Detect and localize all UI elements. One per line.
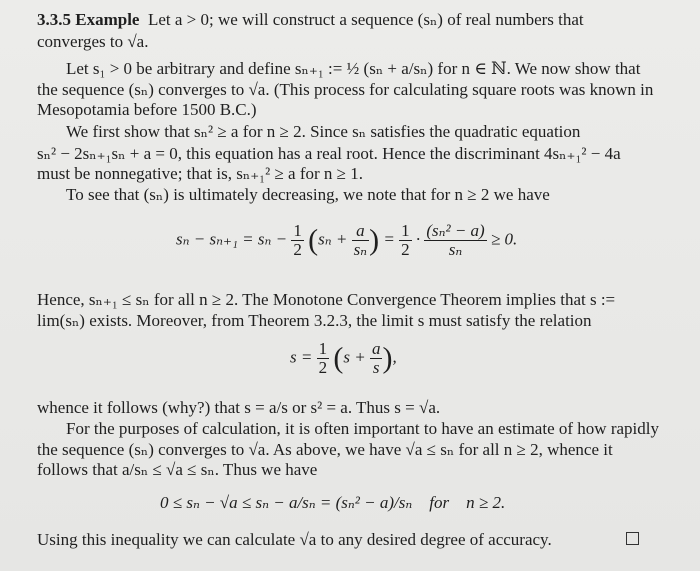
text-line-9: To see that (sₙ) is ultimately decreasing, we note that for n ≥ 2 we have: [66, 185, 550, 204]
eq1-half: $\frac{1}{2}$: [293, 221, 302, 259]
eq2-a-over-s: $\frac{a}{s}$: [371, 339, 381, 377]
eq2-open-paren: (: [333, 341, 344, 375]
end-of-proof-square-icon: [626, 532, 639, 545]
eq1-right-fraction: $\frac{\text{(sₙ² − a)}}{\text{sₙ}}$: [426, 221, 485, 259]
text-line-6: We first show that sₙ² ≥ a for n ≥ 2. Since sₙ satisfies the quadratic equation: [66, 122, 581, 141]
equation-error-bound: 0 ≤ sₙ − √a ≤ sₙ − a/sₙ = (sₙ² − a)/sₙ for n ≥ 2.: [160, 493, 506, 512]
eq1-dot: ·: [415, 229, 421, 249]
eq2-end: ,: [392, 347, 397, 367]
equation-limit: [290, 340, 397, 377]
text-line-7: sₙ² − 2sₙ₊₁sₙ + a = 0, this equation has a real root. Hence the discriminant 4sₙ₊₁² − 4a: [37, 144, 621, 163]
equation-decreasing: [176, 222, 517, 259]
text-line-3: Let s₁ > 0 be arbitrary and define sₙ₊₁ := ½ (sₙ + a/sₙ) for n ∈ ℕ. We now show that: [66, 59, 641, 78]
eq2-inner: s +: [343, 347, 366, 367]
example-first-line: [37, 10, 584, 30]
text-line-16: Using this inequality we can calculate √a to any desired degree of accuracy.: [37, 530, 552, 549]
eq1-close-paren: ): [369, 223, 380, 257]
text-line-10: Hence, sₙ₊₁ ≤ sₙ for all n ≥ 2. The Monotone Convergence Theorem implies that s :=: [37, 290, 616, 309]
eq2-half: $\frac{1}{2}$: [318, 339, 328, 377]
text-line-15: follows that a/sₙ ≤ √a ≤ sₙ. Thus we have: [37, 460, 318, 479]
example-heading: 3.3.5 Example: [37, 10, 140, 29]
text-line-8: must be nonnegative; that is, sₙ₊₁² ≥ a for n ≥ 1.: [37, 164, 363, 183]
text-line-5: Mesopotamia before 1500 B.C.): [37, 100, 257, 119]
text-line-13: For the purposes of calculation, it is often important to have an estimate of how rapidly: [66, 419, 659, 438]
eq2-left: s =: [290, 347, 313, 367]
text-line-11: lim(sₙ) exists. Moreover, from Theorem 3.2.3, the limit s must satisfy the relation: [37, 311, 592, 330]
eq1-open-paren: (: [308, 223, 319, 257]
eq1-a-over-s: $\frac{a}{\text{sₙ}}$: [353, 221, 368, 259]
eq1-inner: sₙ +: [318, 229, 348, 249]
eq2-close-paren: ): [382, 341, 393, 375]
text-line-1: Let a > 0; we will construct a sequence (sₙ) of real numbers that: [147, 10, 584, 29]
text-line-4: the sequence (sₙ) converges to √a. (This process for calculating square roots was known in: [37, 80, 654, 99]
text-line-12: whence it follows (why?) that s = a/s or s² = a. Thus s = √a.: [37, 398, 441, 417]
eq1-left: sₙ − sₙ₊₁ = sₙ −: [176, 229, 288, 249]
eq1-half-2: $\frac{1}{2}$: [401, 221, 410, 259]
eq1-equals: =: [383, 229, 395, 249]
eq1-end: ≥ 0.: [490, 229, 518, 249]
text-line-14: the sequence (sₙ) converges to √a. As above, we have √a ≤ sₙ for all n ≥ 2, whence it: [37, 440, 613, 459]
text-line-2: converges to √a.: [37, 32, 149, 51]
